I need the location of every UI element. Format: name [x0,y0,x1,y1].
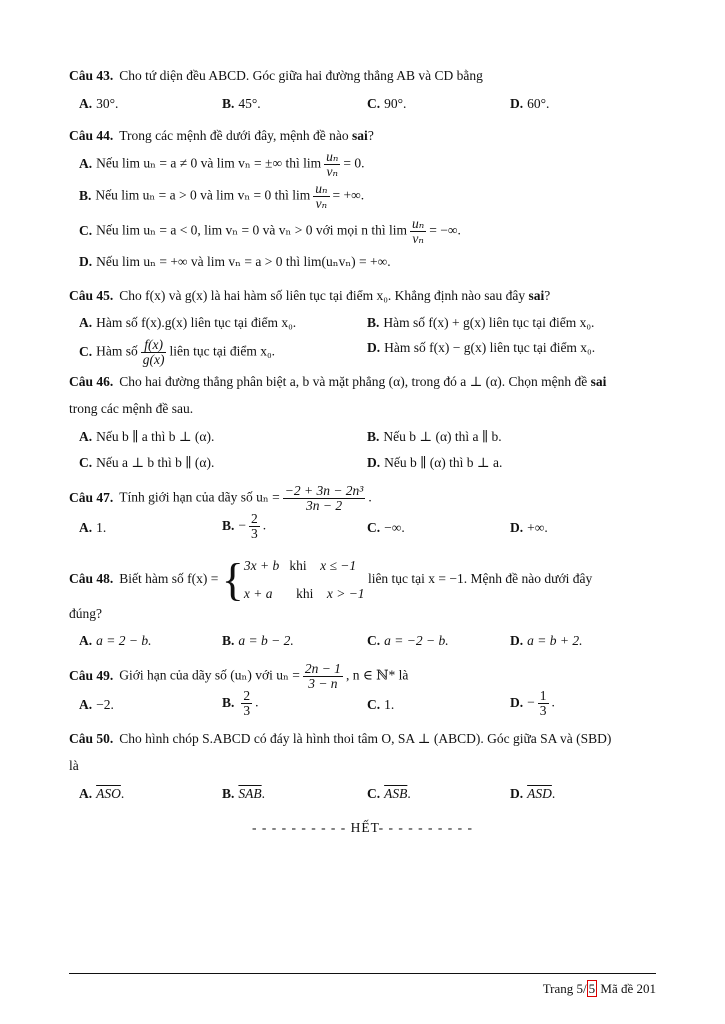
fraction [141,338,167,367]
option-label: C. [367,697,381,712]
option-text: − [527,694,535,710]
question-text: trong các mệnh đề sau. [69,401,194,416]
fraction [249,512,260,541]
case-cond: x > −1 [326,586,365,601]
question-50 [69,729,659,749]
option-text-end: . [261,786,266,801]
q44-option-a[interactable] [79,150,364,179]
q49-option-d[interactable] [510,689,555,718]
q50-option-a[interactable] [79,784,124,804]
option-text-end: . [262,517,267,533]
option-text: a = 2 − b. [96,633,152,648]
numerator: uₙ [326,149,339,164]
q43-option-a[interactable] [79,94,118,114]
fraction [303,662,343,691]
q49-option-c[interactable] [367,695,394,715]
numerator: uₙ [315,181,328,196]
option-text: +∞. [527,520,548,535]
question-number: Câu 46. [69,374,114,389]
question-43 [69,66,659,86]
brace-glyph: { [221,554,244,605]
case-1 [244,552,365,580]
option-text: Nếu a ⊥ b thì b ∥ (α). [96,455,215,470]
option-text-end: . [551,694,555,710]
numerator: uₙ [411,216,425,231]
option-label: A. [79,633,93,648]
option-text: a = b + 2. [527,633,583,648]
numerator: 1 [539,688,547,703]
q47-option-d[interactable] [510,518,548,538]
option-label: C. [367,520,381,535]
option-label: C. [367,786,381,801]
q46-option-d[interactable] [367,453,502,473]
case-expr: 3x + b [243,558,280,573]
footer-page-total: 5 [588,981,596,996]
option-label: D. [367,455,381,470]
option-text: 60°. [527,96,550,111]
question-number: Câu 47. [69,489,114,505]
option-label: A. [79,429,93,444]
end-marker: - - - - - - - - - - HẾT- - - - - - - - - - [251,820,474,835]
option-text: 90°. [384,96,407,111]
option-label: A. [79,786,93,801]
option-text: Nếu b ⊥ (α) thì a ∥ b. [383,429,502,444]
question-number: Câu 44. [69,128,114,143]
option-label: D. [510,694,524,710]
option-label: C. [367,96,381,111]
question-48-line2 [69,604,659,624]
q45-option-b[interactable] [367,313,594,333]
question-number: Câu 45. [69,288,114,303]
question-48 [69,552,659,608]
option-text-end: liên tục tại điểm x₀. [169,343,276,359]
denominator: 3 [539,703,547,718]
q45-option-c[interactable] [79,338,275,367]
q48-option-c[interactable] [367,631,449,651]
question-text: Tính giới hạn của dãy số uₙ = [119,489,280,505]
option-label: C. [367,633,381,648]
option-text-end: . [407,786,411,801]
angle-text: $\overline{ASD}$ [527,786,552,801]
q49-option-b[interactable] [222,689,259,718]
option-text: −∞. [384,520,405,535]
option-label: D. [79,254,93,269]
option-label: C. [79,455,93,470]
option-text-end: . [120,786,125,801]
question-number: Câu 50. [69,731,114,746]
option-label: B. [367,429,380,444]
fraction [283,484,366,513]
q46-option-b[interactable] [367,427,502,447]
q47-option-c[interactable] [367,518,405,538]
footer-code: Mã đề 201 [597,981,656,996]
fraction [410,217,426,246]
denominator: 3 [243,703,251,718]
angle-text: $\overline{ASB}$ [384,786,408,801]
page-footer [543,981,656,997]
option-label: A. [79,155,93,171]
option-text: Nếu b ∥ a thì b ⊥ (α). [96,429,215,444]
fraction [538,689,549,718]
q44-option-c[interactable] [79,217,461,246]
option-text-end: = −∞. [429,222,461,238]
q45-option-d[interactable] [367,338,595,358]
denominator: 3 − n [308,676,338,691]
denominator: vₙ [315,196,328,211]
q45-option-a[interactable] [79,313,296,333]
option-text: 1. [384,697,395,712]
question-44 [69,126,659,146]
option-label: A. [79,697,93,712]
question-emphasis: sai [352,128,368,143]
option-label: B. [222,517,235,533]
q50-option-c[interactable] [367,784,411,804]
option-text: 30°. [96,96,119,111]
q47-option-b[interactable] [222,512,266,541]
question-number: Câu 49. [69,667,114,683]
question-text-end: . [368,489,372,505]
denominator: 3n − 2 [305,498,343,513]
numerator: 2n − 1 [304,661,341,676]
option-label: A. [79,520,93,535]
option-label: B. [79,187,92,203]
question-49 [69,662,659,691]
q48-option-b[interactable] [222,631,294,651]
denominator: vₙ [412,231,424,246]
case-expr: x + a [243,586,273,601]
question-text: là [69,758,79,773]
option-label: C. [79,222,93,238]
question-50-line2 [69,756,659,776]
q50-option-b[interactable] [222,784,265,804]
option-text: − [238,517,247,533]
q50-option-d[interactable] [510,784,555,804]
question-text: Cho tứ diện đều ABCD. Góc giữa hai đường thẳng AB và CD bằng [119,68,483,83]
option-text: Hàm số [96,343,138,359]
option-label: A. [79,315,93,330]
question-emphasis: sai [590,374,607,389]
footer-page-label: Trang 5/ [542,981,587,996]
option-text: 45°. [238,96,261,111]
denominator: vₙ [326,164,338,179]
option-label: D. [510,633,524,648]
footer-divider [69,973,656,974]
question-text: đúng? [69,606,102,621]
question-45 [69,286,659,306]
option-label: B. [222,786,235,801]
option-text-end: . [255,694,259,710]
case-word: khi [296,586,314,601]
q46-option-a[interactable] [79,427,214,447]
question-text: Giới hạn của dãy số (uₙ) với uₙ = [119,667,300,683]
q43-option-c[interactable] [367,94,406,114]
option-text-end: . [551,786,556,801]
denominator: g(x) [142,352,165,367]
fraction [313,182,329,211]
piecewise [244,552,365,608]
question-text: Trong các mệnh đề dưới đây, mệnh đề nào [119,128,349,143]
option-text: 1. [96,520,107,535]
option-text: a = −2 − b. [384,633,449,648]
question-46 [69,372,659,392]
question-text-end: liên tục tại x = −1. Mệnh đề nào dưới đây [367,571,593,587]
fraction [324,150,340,179]
question-number: Câu 48. [69,571,114,587]
option-label: B. [222,96,235,111]
numerator: −2 + 3n − 2n³ [284,483,364,498]
option-label: B. [222,694,235,710]
q47-option-a[interactable] [79,518,106,538]
option-label: D. [510,786,524,801]
option-label: C. [79,343,93,359]
q44-option-d[interactable] [79,252,391,272]
option-text-end: = 0. [343,155,365,171]
q43-option-b[interactable] [222,94,261,114]
question-text: Biết hàm số f(x) = [119,571,219,587]
question-text-end: , n ∈ ℕ* là [345,667,409,683]
option-label: B. [222,633,235,648]
question-number: Câu 43. [69,68,114,83]
option-text: Nếu lim uₙ = a > 0 và lim vₙ = 0 thì lim [95,187,311,203]
question-47 [69,484,659,513]
option-text: Nếu lim uₙ = a ≠ 0 và lim vₙ = ±∞ thì lim [96,155,322,171]
option-text: Nếu lim uₙ = +∞ và lim vₙ = a > 0 thì lim(uₙvₙ) = +∞. [96,254,391,269]
denominator: 3 [251,526,258,541]
angle-text: $\overline{SAB}$ [238,786,262,801]
q48-option-d[interactable] [510,631,582,651]
option-text: Nếu b ∥ (α) thì b ⊥ a. [384,455,503,470]
case-word: khi [289,558,307,573]
option-text: −2. [96,697,114,712]
option-label: B. [367,315,380,330]
option-text: Nếu lim uₙ = a < 0, lim vₙ = 0 và vₙ > 0 với mọi n thì lim [96,222,407,238]
question-text-end: ? [544,288,551,303]
angle-text: $\overline{ASO}$ [96,786,121,801]
numerator: f(x) [141,338,167,353]
option-text: a = b − 2. [238,633,294,648]
question-text: Cho hai đường thẳng phân biệt a, b và mặt phẳng (α), trong đó a ⊥ (α). Chọn mệnh đề [119,374,588,389]
fraction [241,689,252,718]
option-label: D. [510,520,524,535]
numerator: 2 [243,688,251,703]
option-text-end: = +∞. [332,187,365,203]
q44-option-b[interactable] [79,182,364,211]
question-text-end: ? [367,128,374,143]
question-emphasis: sai [528,288,545,303]
option-text: Hàm số f(x) + g(x) liên tục tại điểm x₀. [383,315,595,330]
q46-option-c[interactable] [79,453,214,473]
question-text: Cho hình chóp S.ABCD có đáy là hình thoi tâm O, SA ⊥ (ABCD). Góc giữa SA và (SBD) [119,731,612,746]
case-cond: x ≤ −1 [320,558,357,573]
option-text: Hàm số f(x).g(x) liên tục tại điểm x₀. [96,315,297,330]
numerator: 2 [251,511,258,526]
option-label: D. [510,96,524,111]
option-label: A. [79,96,93,111]
question-text: Cho f(x) và g(x) là hai hàm số liên tục tại điểm x₀. Khẳng định nào sau đây [119,288,526,303]
option-label: D. [367,340,381,355]
question-46-line2 [69,399,659,419]
option-text: Hàm số f(x) − g(x) liên tục tại điểm x₀. [384,340,596,355]
q48-option-a[interactable] [79,631,151,651]
q43-option-d[interactable] [510,94,549,114]
q49-option-a[interactable] [79,695,114,715]
